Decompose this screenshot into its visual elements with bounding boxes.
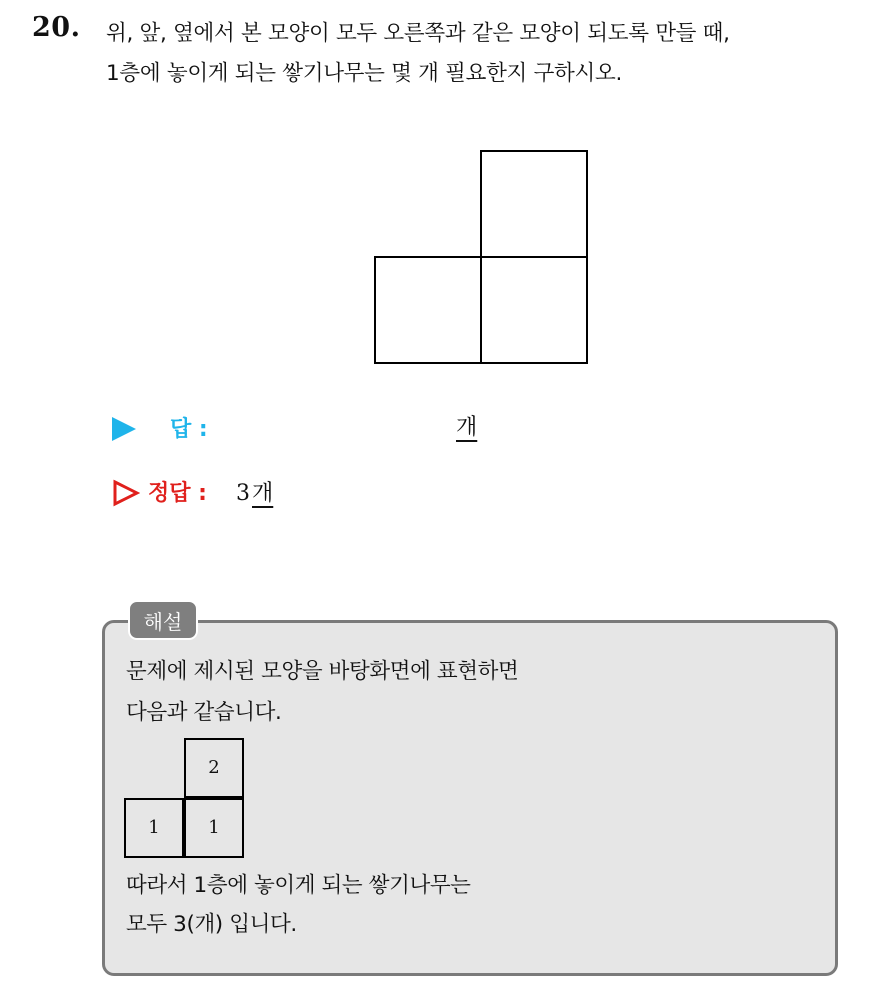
- correct-answer-value: [236, 476, 273, 507]
- figure-square-bottom-right: [480, 256, 588, 364]
- correct-answer-number: 3: [236, 481, 250, 506]
- correct-answer-label: 정답 :: [148, 481, 207, 506]
- explanation-line-4: 모두 3(개) 입니다.: [126, 912, 297, 937]
- explanation-tag: 해설: [128, 600, 198, 640]
- question-line-2: 1층에 놓이게 되는 쌓기나무는 몇 개 필요한지 구하시오.: [106, 61, 622, 86]
- grid-cell-bottom-right: 1: [184, 798, 244, 858]
- explanation-line-3: 따라서 1층에 놓이게 되는 쌓기나무는: [126, 873, 471, 898]
- answer-row: [108, 408, 608, 448]
- outline-triangle-icon: [112, 479, 140, 507]
- question-line-1: 위, 앞, 옆에서 본 모양이 모두 오른쪽과 같은 모양이 되도록 만들 때,: [106, 21, 730, 46]
- correct-answer-unit: 개: [252, 481, 274, 506]
- answer-unit: 개: [456, 415, 478, 440]
- correct-answer-row: [108, 472, 608, 512]
- question-number: 20.: [32, 12, 81, 43]
- explanation-line-2: 다음과 같습니다.: [126, 700, 282, 725]
- question-text: [106, 14, 876, 94]
- top-view-number-grid: [124, 738, 246, 860]
- explanation-line-1: 문제에 제시된 모양을 바탕화면에 표현하면: [126, 659, 519, 684]
- figure-square-bottom-left: [374, 256, 482, 364]
- grid-cell-top-right: 2: [184, 738, 244, 798]
- play-triangle-icon: [112, 417, 136, 441]
- block-view-figure: [374, 150, 588, 364]
- grid-cell-bottom-left: 1: [124, 798, 184, 858]
- answer-label: 답 :: [170, 417, 208, 442]
- figure-square-top-right: [480, 150, 588, 258]
